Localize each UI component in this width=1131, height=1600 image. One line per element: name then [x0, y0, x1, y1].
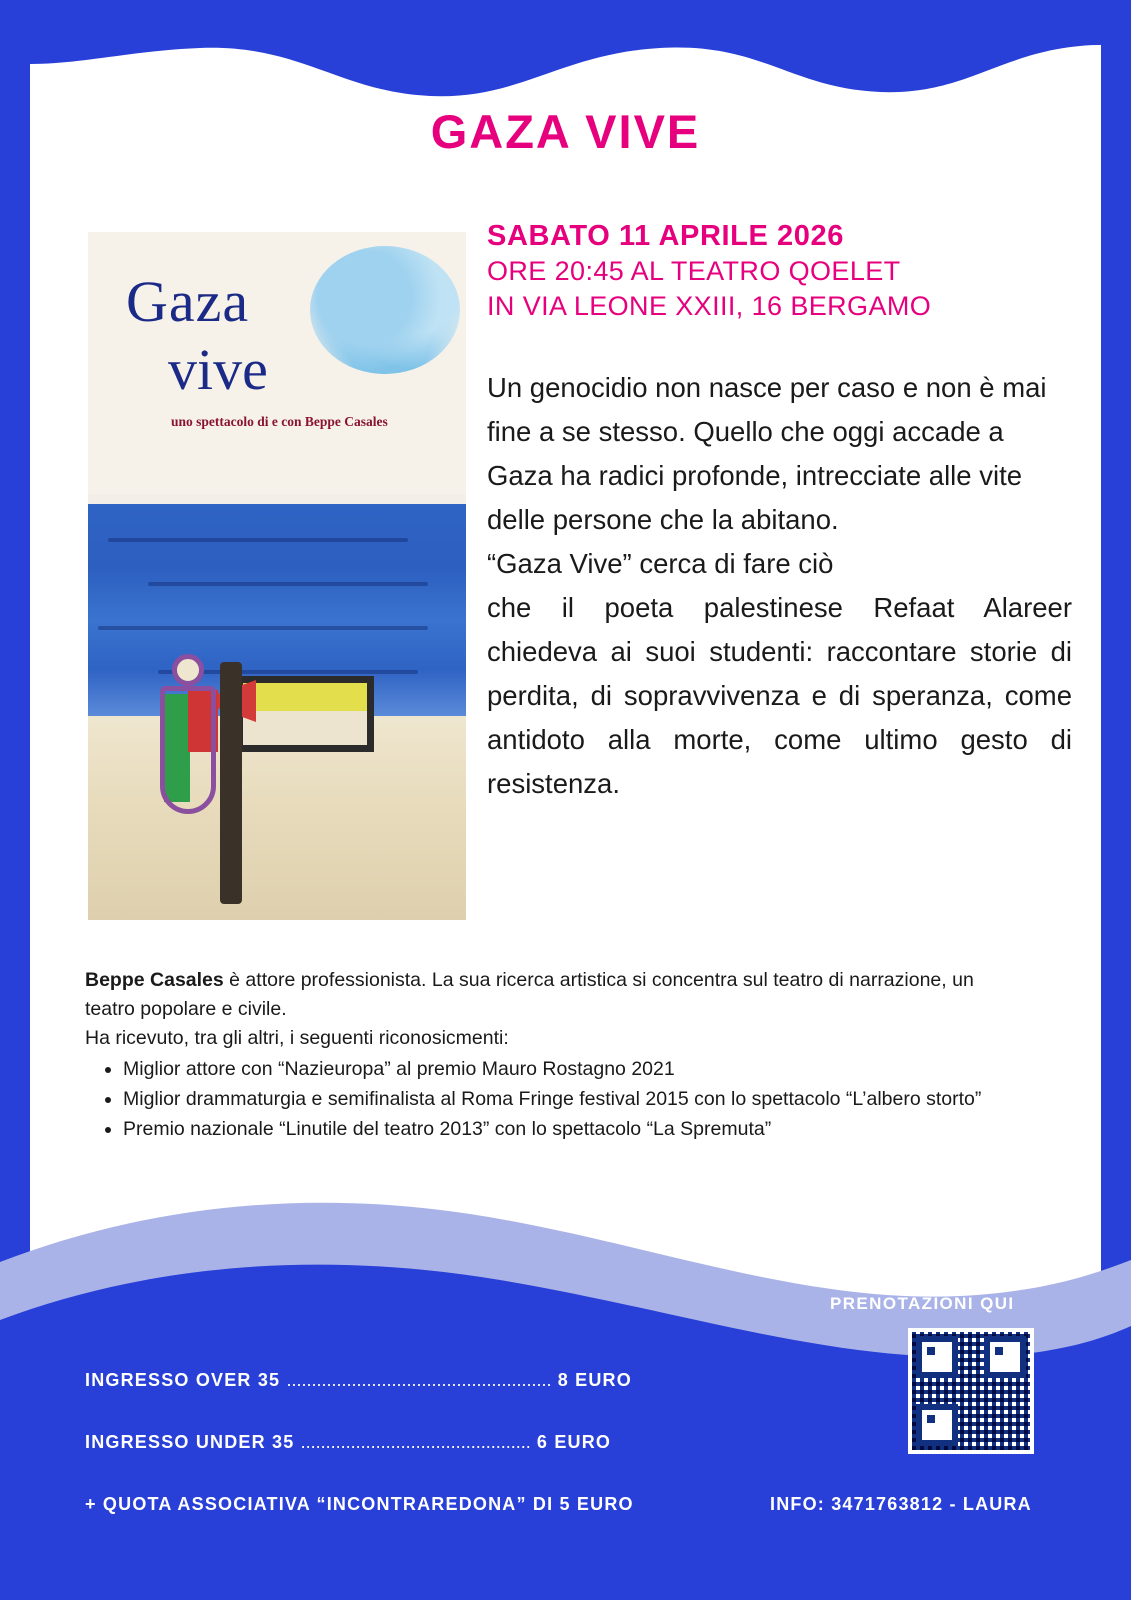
description-paragraph-3: che il poeta palestinese Refaat Alareer chiedeva ai suoi studenti: raccontare storie di perdita, di sopravvivenza e di speranza, come antidoto alla morte, come ultimo gesto di resistenza.	[487, 592, 1072, 799]
list-item: • Premio nazionale “Linutile del teatro 2013” con lo spettacolo “La Spremuta”	[123, 1115, 1015, 1143]
list-item: • Miglior attore con “Nazieuropa” al premio Mauro Rostagno 2021	[123, 1055, 1015, 1083]
price-under-35-dots: ..............................................	[300, 1432, 531, 1452]
qr-eye-bottom-left	[916, 1404, 958, 1446]
price-over-35-label: INGRESSO OVER 35	[85, 1370, 281, 1390]
poster-footer	[0, 1270, 1131, 1600]
bio-intro-line	[85, 966, 1015, 1024]
bio-awards-intro: Ha ricevuto, tra gli altri, i seguenti riconosicmenti:	[85, 1027, 509, 1049]
artwork-word-vive: vive	[168, 337, 268, 402]
bio-intro-text: è attore professionista. La sua ricerca artistica si concentra sul teatro di narrazione, un teatro popolare e civile.	[85, 969, 974, 1020]
artwork-top-panel	[88, 232, 466, 494]
price-over-35-value: 8 EURO	[557, 1370, 632, 1390]
event-date: SABATO 11 APRILE 2026	[487, 220, 844, 252]
artwork-bottom-panel	[88, 494, 466, 920]
price-under-35-label: INGRESSO UNDER 35	[85, 1432, 295, 1452]
poster-title: GAZA VIVE	[430, 105, 701, 158]
qr-code[interactable]	[908, 1328, 1034, 1454]
bio-awards-list	[85, 1055, 1015, 1143]
artwork-word-gaza: Gaza	[126, 269, 250, 334]
show-description	[487, 366, 1072, 806]
qr-eye-top-left	[916, 1336, 958, 1378]
cloud-illustration	[310, 246, 460, 374]
artist-bio	[85, 966, 1015, 1145]
person-body-illustration	[160, 686, 216, 814]
contact-info: INFO: 3471763812 - LAURA	[770, 1494, 1032, 1514]
list-item: • Miglior drammaturgia e semifinalista al Roma Fringe festival 2015 con lo spettacolo “L’albero storto”	[123, 1085, 1015, 1113]
membership-fee-note: + QUOTA ASSOCIATIVA “INCONTRAREDONA” DI 5 EURO	[85, 1494, 634, 1514]
price-under-35-value: 6 EURO	[536, 1432, 612, 1452]
price-over-35-dots: .....................................................	[286, 1370, 552, 1390]
description-paragraph-1: Un genocidio non nasce per caso e non è mai fine a se stesso. Quello che oggi accade a Gaza ha radici profonde, intrecciate alle vite delle persone che la abitano.	[487, 372, 1047, 535]
artwork-subtitle: uno spettacolo di e con Beppe Casales	[171, 414, 388, 429]
flag-pole	[220, 662, 242, 904]
artist-name: Beppe Casales	[85, 969, 224, 991]
price-under-35-row	[85, 1432, 611, 1453]
person-head-illustration	[172, 654, 204, 686]
event-details	[487, 218, 1072, 324]
show-artwork	[88, 232, 466, 920]
description-paragraph-2: “Gaza Vive” cerca di fare ciò	[487, 548, 834, 579]
qr-eye-top-right	[984, 1336, 1026, 1378]
price-over-35-row	[85, 1370, 632, 1391]
booking-label: PRENOTAZIONI QUI	[830, 1294, 1015, 1313]
flag-yellow-band	[243, 683, 367, 711]
event-address: IN VIA LEONE XXIII, 16 BERGAMO	[487, 291, 932, 322]
event-time-venue: ORE 20:45 AL TEATRO QOELET	[487, 256, 901, 287]
